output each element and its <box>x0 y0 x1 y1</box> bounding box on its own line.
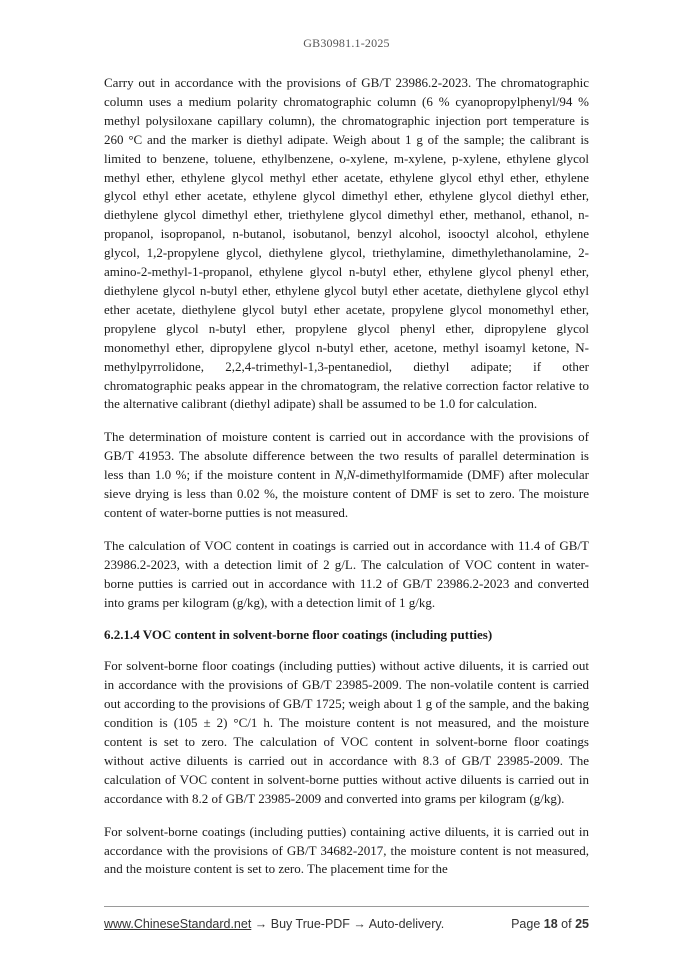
paragraph-chromatography: Carry out in accordance with the provisions of GB/T 23986.2-2023. The chromatographic column uses a medium polarity chromatographic column (6 % cyanopropylphenyl/94 % methyl polysiloxane capillary column), the chromatographic injection port temperature is 260 °C and the marker is diethyl adipate. Weigh about 1 g of the sample; the calibrant is limited to benzene, toluene, ethylbenzene, o-xylene, m-xylene, p-xylene, ethylene glycol methyl ether, ethylene glycol methyl ether acetate, ethylene glycol ethyl ether, ethylene glycol ethyl ether acetate, ethylene glycol dimethyl ether, ethylene glycol diethyl ether, diethylene glycol dimethyl ether, triethylene glycol dimethyl ether, methanol, ethanol, n-propanol, isopropanol, n-butanol, isobutanol, benzyl alcohol, isooctyl alcohol, ethylene glycol, 1,2-propylene glycol, diethylene glycol, triethylamine, dimethylethanolamine, 2-amino-2-methyl-1-propanol, ethylene glycol n-butyl ether, ethylene glycol phenyl ether, diethylene glycol n-butyl ether, ethylene glycol butyl ether acetate, diethylene glycol ethyl ether acetate, diethylene glycol butyl ether acetate, propylene glycol monomethyl ether, propylene glycol n-butyl ether, propylene glycol phenyl ether, dipropylene glycol monomethyl ether, dipropylene glycol n-butyl ether, acetone, methyl isoamyl ketone, N-methylpyrrolidone, 2,2,4-trimethyl-1,3-pentanediol, diethyl adipate; if other chromatographic peaks appear in the chromatogram, the relative correction factor relative to the alternative calibrant (diethyl adipate) shall be assumed to be 1.0 for calculation. <box>104 75 589 412</box>
moisture-text-end: -dimethylformamide (DMF) after molecular sieve drying is less than 0.02 %, the moisture content of DMF is set to zero. The moisture content of water-borne putties is not measured. <box>104 467 589 520</box>
page-indicator <box>511 917 589 931</box>
chinesestandard-link[interactable]: www.ChineseStandard.net <box>104 917 252 931</box>
standard-code-header: GB30981.1-2025 <box>303 36 390 50</box>
footer-divider <box>104 906 589 907</box>
moisture-italic-nn: N,N <box>334 467 356 483</box>
footer-promo <box>104 917 444 931</box>
page-current-number: 18 <box>543 917 558 931</box>
moisture-text-start: The determination of moisture content is carried out in accordance with the provisions of GB/T 41953. The absolute difference between the two results of parallel determination is less than 1.0 %; if the moisture content in <box>104 429 589 483</box>
paragraph-solvent-borne-no-diluent: For solvent-borne floor coatings (including putties) without active diluents, it is carried out in accordance with the provisions of GB/T 23985-2009. The non-volatile content is carried out according to the provisions of GB/T 1725; weigh about 1 g of the sample, and the baking condition is (105 ± 2) °C/1 h. The moisture content is not measured, and the moisture content is set to zero. The calculation of VOC content in solvent-borne floor coatings without active diluents is carried out in accordance with 8.3 of GB/T 23985-2009. The calculation of VOC content in solvent-borne putties without active diluents is carried out in accordance with 8.2 of GB/T 23985-2009 and converted into grams per kilogram (g/kg). <box>104 658 589 806</box>
page-body <box>104 74 589 893</box>
section-heading: 6.2.1.4 VOC content in solvent-borne floor coatings (including putties) <box>104 627 493 643</box>
paragraph-moisture <box>104 428 589 523</box>
of-label: of <box>561 917 572 931</box>
page-total-number: 25 <box>575 917 589 931</box>
paragraph-voc-calculation: The calculation of VOC content in coatings is carried out in accordance with 11.4 of GB/T 23986.2-2023, with a detection limit of 2 g/L. The calculation of VOC content in water-borne putties is carried out in accordance with 11.2 of GB/T 23986.2-2023 and converted into grams per kilogram (g/kg), with a detection limit of 1 g/kg. <box>104 537 589 610</box>
footer-promo-text: → Buy True-PDF → Auto-delivery. <box>251 917 445 931</box>
page-label: Page <box>511 917 541 931</box>
paragraph-solvent-borne-active-diluent: For solvent-borne coatings (including putties) containing active diluents, it is carried out in accordance with the provisions of GB/T 34682-2017, the moisture content is not measured, and the moisture content is set to zero. The placement time for the <box>104 823 589 877</box>
